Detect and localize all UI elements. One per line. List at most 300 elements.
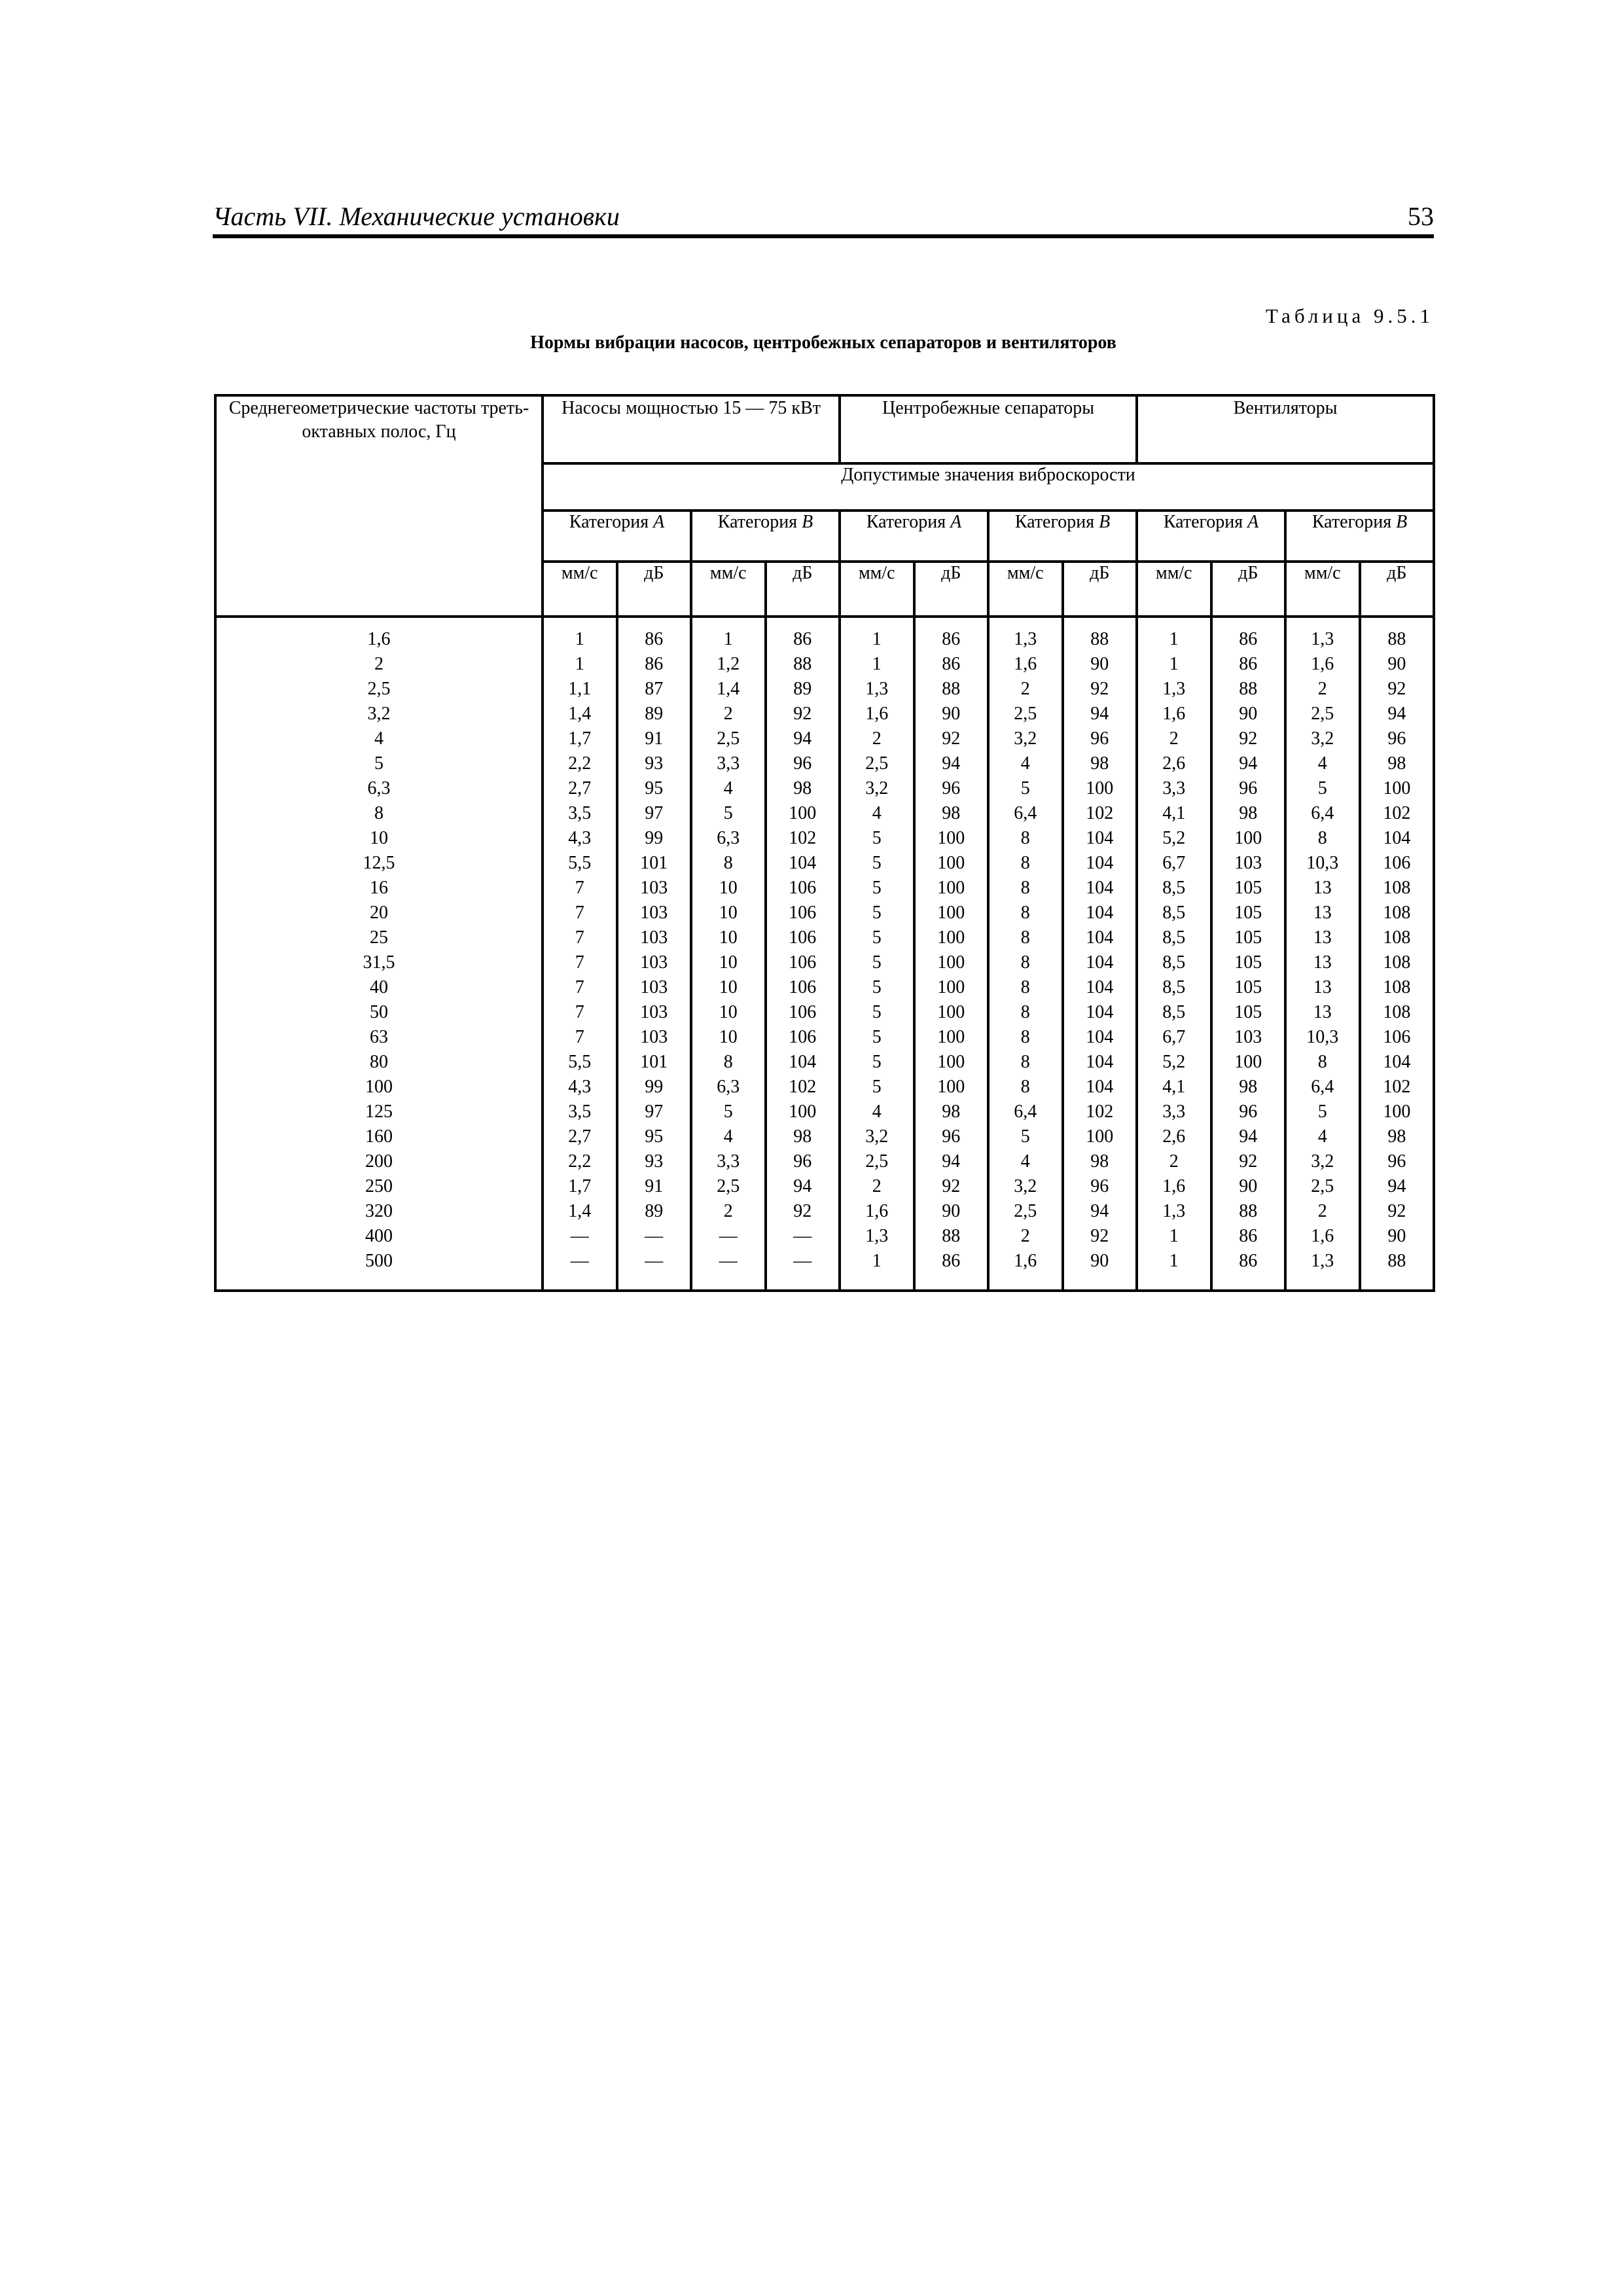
table-cell: 5: [872, 1002, 882, 1022]
table-cell: 320: [365, 1201, 393, 1221]
table-cell: 1,3: [865, 679, 889, 699]
table-cell: 106: [1383, 1027, 1411, 1047]
table-cell: 7: [575, 952, 584, 973]
table-cell: 90: [1090, 654, 1109, 674]
category-prefix: Категория: [569, 512, 654, 532]
unit-header-9: дБ: [1211, 562, 1286, 617]
table-cell: 100: [1234, 1052, 1262, 1072]
table-cell: 98: [1387, 753, 1406, 774]
table-cell: 90: [1239, 1176, 1258, 1196]
table-cell: 91: [645, 728, 664, 749]
category-header-5: [1285, 511, 1434, 562]
table-cell: —: [645, 1226, 664, 1246]
table-cell: 8,5: [1162, 878, 1186, 898]
table-cell: 100: [1086, 778, 1114, 798]
table-cell: 2,7: [568, 778, 592, 798]
table-cell: 103: [640, 927, 668, 948]
table-cell: 104: [1086, 1027, 1114, 1047]
table-cell: 4,3: [568, 828, 592, 848]
table-cell: 94: [1239, 1126, 1258, 1147]
table-cell: 96: [942, 1126, 961, 1147]
table-cell: 2,5: [1014, 704, 1037, 724]
table-cell: 8,5: [1162, 977, 1186, 997]
table-cell: 96: [1239, 1102, 1258, 1122]
table-cell: 100: [1383, 778, 1411, 798]
table-cell: 106: [789, 903, 817, 923]
table-cell: 6,4: [1311, 803, 1334, 823]
table-cell: 90: [1090, 1251, 1109, 1271]
table-cell: 63: [370, 1027, 388, 1047]
table-cell: 108: [1383, 1002, 1411, 1022]
table-cell: 100: [1086, 1126, 1114, 1147]
value-column-1: [543, 617, 617, 1291]
table-cell: 3,3: [1162, 1102, 1186, 1122]
unit-header-7: дБ: [1063, 562, 1137, 617]
table-cell: 104: [1086, 828, 1114, 848]
table-cell: 95: [645, 778, 664, 798]
table-cell: 94: [1387, 1176, 1406, 1196]
group-header-fans: Вентиляторы: [1137, 395, 1434, 463]
table-cell: 94: [942, 753, 961, 774]
table-cell: 86: [645, 654, 664, 674]
table-cell: 25: [370, 927, 388, 948]
table-cell: 103: [640, 952, 668, 973]
running-header: [213, 196, 1434, 238]
table-cell: 88: [1387, 1251, 1406, 1271]
table-cell: 1: [1169, 1251, 1179, 1271]
table-cell: 104: [789, 1052, 817, 1072]
table-cell: 88: [1239, 679, 1258, 699]
category-letter: A: [950, 512, 962, 532]
category-prefix: Категория: [717, 512, 802, 532]
table-cell: 6,4: [1014, 1102, 1037, 1122]
table-cell: 10,3: [1306, 853, 1339, 873]
category-prefix: Категория: [866, 512, 951, 532]
table-cell: 88: [793, 654, 812, 674]
table-cell: 101: [640, 853, 668, 873]
table-cell: —: [570, 1226, 589, 1246]
table-cell: 103: [640, 977, 668, 997]
table-cell: 7: [575, 927, 584, 948]
table-cell: 3,2: [865, 1126, 889, 1147]
table-cell: 5: [872, 1027, 882, 1047]
table-cell: 8: [1317, 828, 1327, 848]
table-cell: 86: [1239, 1226, 1258, 1246]
table-cell: 100: [937, 828, 965, 848]
unit-header-11: дБ: [1360, 562, 1435, 617]
table-cell: 4: [723, 1126, 733, 1147]
unit-header-3: дБ: [766, 562, 840, 617]
table-cell: 90: [1387, 654, 1406, 674]
table-cell: 100: [365, 1077, 393, 1097]
table-cell: 100: [937, 1027, 965, 1047]
table-cell: 108: [1383, 878, 1411, 898]
table-cell: 1: [872, 629, 882, 649]
table-cell: 6,7: [1162, 853, 1186, 873]
unit-header-1: дБ: [617, 562, 692, 617]
table-cell: 105: [1234, 977, 1262, 997]
table-cell: 5: [723, 1102, 733, 1122]
category-prefix: Категория: [1014, 512, 1099, 532]
table-cell: 3,3: [717, 753, 740, 774]
table-cell: 99: [645, 828, 664, 848]
table-cell: 100: [937, 903, 965, 923]
table-cell: 98: [942, 1102, 961, 1122]
table-cell: 6,3: [717, 1077, 740, 1097]
table-cell: 91: [645, 1176, 664, 1196]
table-cell: 8: [723, 1052, 733, 1072]
table-cell: 8: [1020, 878, 1030, 898]
table-cell: 4,1: [1162, 803, 1186, 823]
category-letter: A: [1247, 512, 1259, 532]
table-cell: 102: [1383, 1077, 1411, 1097]
group-header-pumps: Насосы мощностью 15 — 75 кВт: [543, 395, 840, 463]
table-cell: —: [793, 1251, 812, 1271]
table-cell: 7: [575, 878, 584, 898]
table-cell: 4: [723, 778, 733, 798]
table-cell: 3,2: [1014, 728, 1037, 749]
table-cell: 80: [370, 1052, 388, 1072]
table-cell: 6,3: [367, 778, 391, 798]
table-cell: 4: [374, 728, 383, 749]
category-letter: B: [1396, 512, 1408, 532]
table-cell: 3,2: [1311, 728, 1334, 749]
table-cell: 31,5: [363, 952, 395, 973]
table-cell: 5: [1020, 1126, 1030, 1147]
table-cell: 7: [575, 1027, 584, 1047]
table-cell: 86: [942, 1251, 961, 1271]
unit-header-2: мм/с: [691, 562, 766, 617]
frequency-column: [215, 617, 543, 1291]
table-cell: 5,5: [568, 853, 592, 873]
table-cell: 8: [1020, 853, 1030, 873]
table-cell: 97: [645, 803, 664, 823]
table-cell: 92: [1239, 1151, 1258, 1172]
table-cell: 8: [1020, 927, 1030, 948]
table-cell: 3,2: [1014, 1176, 1037, 1196]
value-column-2: [617, 617, 692, 1291]
table-cell: 100: [1234, 828, 1262, 848]
table-cell: 99: [645, 1077, 664, 1097]
table-cell: 7: [575, 1002, 584, 1022]
table-cell: 103: [1234, 853, 1262, 873]
table-cell: 5: [1317, 1102, 1327, 1122]
table-cell: 13: [1313, 878, 1332, 898]
table-cell: 4: [1317, 753, 1327, 774]
table-cell: 12,5: [363, 853, 395, 873]
table-cell: 94: [1090, 1201, 1109, 1221]
table-cell: 100: [789, 1102, 817, 1122]
table-cell: 8: [1020, 1002, 1030, 1022]
table-cell: 5: [872, 1052, 882, 1072]
table-cell: 160: [365, 1126, 393, 1147]
table-cell: 1,4: [568, 704, 592, 724]
category-header-1: [691, 511, 840, 562]
table-cell: 101: [640, 1052, 668, 1072]
table-cell: 8: [1020, 903, 1030, 923]
table-cell: 1: [723, 629, 733, 649]
table-cell: —: [570, 1251, 589, 1271]
table-cell: 100: [937, 1077, 965, 1097]
table-cell: 2,5: [1311, 704, 1334, 724]
category-letter: B: [1099, 512, 1111, 532]
table-cell: 2,6: [1162, 753, 1186, 774]
table-cell: 2,7: [568, 1126, 592, 1147]
table-cell: 89: [645, 704, 664, 724]
table-cell: 8: [1020, 1052, 1030, 1072]
table-cell: 10: [719, 903, 738, 923]
table-body-row: [215, 617, 1434, 1291]
table-cell: 98: [793, 778, 812, 798]
table-cell: 10,3: [1306, 1027, 1339, 1047]
table-cell: 8: [1020, 952, 1030, 973]
unit-header-0: мм/с: [543, 562, 617, 617]
table-cell: 8: [1020, 828, 1030, 848]
table-cell: 106: [789, 1002, 817, 1022]
table-cell: 2: [374, 654, 383, 674]
table-cell: 90: [1387, 1226, 1406, 1246]
table-cell: 93: [645, 1151, 664, 1172]
table-cell: 4: [872, 1102, 882, 1122]
table-cell: 100: [789, 803, 817, 823]
table-cell: 2,5: [865, 1151, 889, 1172]
table-cell: 100: [937, 878, 965, 898]
table-cell: 90: [942, 704, 961, 724]
table-cell: 2: [723, 704, 733, 724]
table-cell: 108: [1383, 903, 1411, 923]
table-cell: 200: [365, 1151, 393, 1172]
table-cell: —: [719, 1226, 738, 1246]
table-cell: 5: [872, 977, 882, 997]
table-cell: 5: [872, 903, 882, 923]
table-cell: 8: [374, 803, 383, 823]
table-cell: —: [645, 1251, 664, 1271]
table-cell: 103: [640, 1002, 668, 1022]
table-cell: 1: [1169, 654, 1179, 674]
table-cell: 108: [1383, 977, 1411, 997]
table-cell: 8,5: [1162, 1002, 1186, 1022]
table-cell: 1,6: [1311, 654, 1334, 674]
table-cell: 40: [370, 977, 388, 997]
table-cell: 104: [1086, 1002, 1114, 1022]
table-cell: 106: [789, 1027, 817, 1047]
table-cell: 5: [872, 828, 882, 848]
value-column-5: [840, 617, 914, 1291]
table-cell: 94: [793, 728, 812, 749]
table-cell: 2: [723, 1201, 733, 1221]
table-cell: 100: [937, 927, 965, 948]
vibration-norms-table: [214, 394, 1435, 1292]
table-cell: 100: [937, 1002, 965, 1022]
table-cell: 20: [370, 903, 388, 923]
table-cell: 8: [1020, 1077, 1030, 1097]
value-column-12: [1360, 617, 1435, 1291]
page-number: 53: [1408, 202, 1434, 231]
table-cell: 1: [872, 1251, 882, 1271]
table-cell: 100: [937, 977, 965, 997]
table-cell: 1,6: [865, 1201, 889, 1221]
table-cell: 10: [719, 1027, 738, 1047]
table-cell: 104: [1086, 853, 1114, 873]
table-cell: 10: [719, 952, 738, 973]
table-cell: 13: [1313, 927, 1332, 948]
table-cell: 93: [645, 753, 664, 774]
table-cell: 400: [365, 1226, 393, 1246]
table-cell: 4: [872, 803, 882, 823]
table-cell: 96: [1090, 1176, 1109, 1196]
category-prefix: Категория: [1163, 512, 1248, 532]
table-cell: 103: [640, 1027, 668, 1047]
table-cell: 2: [1169, 1151, 1179, 1172]
table-cell: 106: [789, 977, 817, 997]
allowed-values-header: Допустимые значения виброскорости: [543, 463, 1434, 511]
table-cell: 104: [1086, 952, 1114, 973]
table-cell: 94: [793, 1176, 812, 1196]
table-cell: 104: [1383, 828, 1411, 848]
table-cell: 1: [575, 629, 584, 649]
table-cell: 3,2: [367, 704, 391, 724]
table-cell: 96: [1239, 778, 1258, 798]
table-cell: 5: [374, 753, 383, 774]
table-cell: 104: [789, 853, 817, 873]
table-cell: 103: [640, 903, 668, 923]
table-cell: 4: [1020, 1151, 1030, 1172]
table-cell: 5: [872, 878, 882, 898]
table-cell: 106: [1383, 853, 1411, 873]
table-cell: 13: [1313, 1002, 1332, 1022]
table-cell: 5: [872, 1077, 882, 1097]
table-cell: 96: [1090, 728, 1109, 749]
table-cell: 98: [1090, 753, 1109, 774]
table-cell: 3,5: [568, 1102, 592, 1122]
table-cell: 98: [1239, 803, 1258, 823]
value-column-3: [691, 617, 766, 1291]
table-cell: 1,4: [568, 1201, 592, 1221]
category-header-0: [543, 511, 691, 562]
table-cell: 102: [1383, 803, 1411, 823]
table-cell: 8: [1020, 1027, 1030, 1047]
table-cell: 6,4: [1014, 803, 1037, 823]
table-cell: 86: [1239, 629, 1258, 649]
table-cell: 104: [1086, 977, 1114, 997]
table-cell: 92: [793, 704, 812, 724]
table-cell: 1,3: [865, 1226, 889, 1246]
table-cell: 10: [719, 977, 738, 997]
table-label: Таблица 9.5.1: [1265, 304, 1434, 327]
table-cell: 104: [1383, 1052, 1411, 1072]
table-cell: 125: [365, 1102, 393, 1122]
table-cell: 5,5: [568, 1052, 592, 1072]
table-cell: 10: [370, 828, 388, 848]
table-cell: 1: [1169, 629, 1179, 649]
table-cell: 5: [872, 952, 882, 973]
category-header-4: [1137, 511, 1285, 562]
table-cell: 92: [1239, 728, 1258, 749]
table-cell: 1,6: [1162, 704, 1186, 724]
table-cell: 1: [575, 654, 584, 674]
table-cell: 97: [645, 1102, 664, 1122]
table-cell: 86: [942, 629, 961, 649]
table-cell: 1,3: [1162, 1201, 1186, 1221]
table-cell: 2: [872, 728, 882, 749]
table-cell: 6,4: [1311, 1077, 1334, 1097]
table-cell: 100: [937, 952, 965, 973]
table-cell: 86: [793, 629, 812, 649]
table-cell: —: [793, 1226, 812, 1246]
table-cell: 500: [365, 1251, 393, 1271]
table-cell: 88: [942, 1226, 961, 1246]
table-cell: 6,7: [1162, 1027, 1186, 1047]
table-cell: 104: [1086, 1077, 1114, 1097]
value-column-11: [1285, 617, 1360, 1291]
table-cell: 104: [1086, 927, 1114, 948]
table-cell: 104: [1086, 903, 1114, 923]
table-cell: 92: [1387, 679, 1406, 699]
table-cell: 2,5: [1311, 1176, 1334, 1196]
value-column-10: [1211, 617, 1286, 1291]
table-cell: 8: [723, 853, 733, 873]
table-cell: 105: [1234, 952, 1262, 973]
part-title: Часть VII. Механические установки: [213, 202, 620, 231]
table-cell: 87: [645, 679, 664, 699]
table-cell: 7: [575, 977, 584, 997]
unit-header-10: мм/с: [1285, 562, 1360, 617]
table-cell: 88: [942, 679, 961, 699]
table-cell: 105: [1234, 927, 1262, 948]
table-cell: 1,1: [568, 679, 592, 699]
unit-header-5: дБ: [914, 562, 989, 617]
unit-header-4: мм/с: [840, 562, 914, 617]
table-cell: 108: [1383, 927, 1411, 948]
table-cell: 90: [1239, 704, 1258, 724]
table-cell: 88: [1387, 629, 1406, 649]
table-cell: 86: [1239, 1251, 1258, 1271]
table-cell: 8: [1020, 977, 1030, 997]
table-cell: 92: [793, 1201, 812, 1221]
value-column-4: [766, 617, 840, 1291]
table-cell: 92: [942, 728, 961, 749]
table-cell: 2,5: [367, 679, 391, 699]
table-cell: 102: [789, 1077, 817, 1097]
table-cell: 86: [645, 629, 664, 649]
table-cell: 1,2: [717, 654, 740, 674]
value-column-9: [1137, 617, 1211, 1291]
value-column-8: [1063, 617, 1137, 1291]
table-cell: 89: [645, 1201, 664, 1221]
table-cell: 92: [1090, 1226, 1109, 1246]
table-cell: 2: [1317, 1201, 1327, 1221]
table-cell: 96: [942, 778, 961, 798]
table-cell: 4: [1020, 753, 1030, 774]
table-cell: 3,2: [1311, 1151, 1334, 1172]
table-cell: 98: [1239, 1077, 1258, 1097]
table-cell: 1,3: [1162, 679, 1186, 699]
table-cell: 98: [1090, 1151, 1109, 1172]
table-cell: 100: [937, 853, 965, 873]
table-cell: 1,6: [1014, 654, 1037, 674]
table-cell: —: [719, 1251, 738, 1271]
table-cell: 96: [793, 753, 812, 774]
group-header-separators: Центробежные сепараторы: [840, 395, 1137, 463]
table-cell: 8: [1317, 1052, 1327, 1072]
table-cell: 100: [937, 1052, 965, 1072]
table-cell: 98: [793, 1126, 812, 1147]
table-cell: 104: [1086, 878, 1114, 898]
table-cell: 2,6: [1162, 1126, 1186, 1147]
table-cell: 3,3: [717, 1151, 740, 1172]
table-cell: 96: [793, 1151, 812, 1172]
table-cell: 100: [1383, 1102, 1411, 1122]
